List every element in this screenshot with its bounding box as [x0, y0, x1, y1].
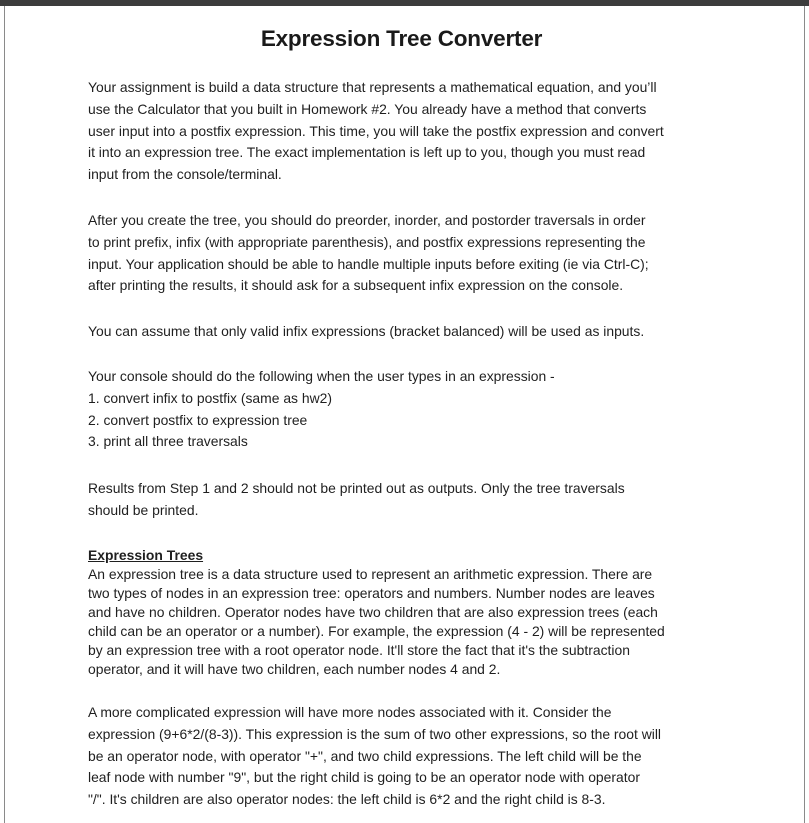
paragraph-traversals — [88, 210, 728, 297]
paragraph-line: Your console should do the following when the user types in an expression - — [88, 368, 555, 384]
paragraph-line: to print prefix, infix (with appropriate parenthesis), and postfix expressions representing the — [88, 233, 646, 250]
paragraph-line: "/". It's children are also operator nodes: the left child is 6*2 and the right child is 8-3. — [88, 791, 606, 808]
document-page — [4, 6, 805, 823]
paragraph-complex-example — [88, 702, 728, 811]
paragraph-line: it into an expression tree. The exact implementation is left up to you, though you must read — [88, 144, 646, 161]
section-expression-trees — [88, 546, 728, 679]
paragraph-line: After you create the tree, you should do preorder, inorder, and postorder traversals in order — [88, 212, 646, 228]
paragraph-line: Results from Step 1 and 2 should not be printed out as outputs. Only the tree traversals — [88, 480, 625, 496]
paragraph-line: You can assume that only valid infix expressions (bracket balanced) will be used as inputs. — [88, 323, 645, 339]
paragraph-assumption — [88, 321, 728, 343]
paragraph-line: Your assignment is build a data structure that represents a mathematical equation, and you’ll — [88, 79, 657, 95]
paragraph-line: be an operator node, with operator "+", and two child expressions. The left child will be the — [88, 747, 642, 764]
paragraph-line: A more complicated expression will have more nodes associated with it. Consider the — [88, 704, 612, 720]
paragraph-line: and have no children. Operator nodes have two children that are also expression trees (each — [88, 604, 658, 620]
paragraph-line: expression (9+6*2/(8-3)). This expression is the sum of two other expressions, so the root will — [88, 725, 661, 742]
paragraph-steps — [88, 366, 728, 453]
section-heading: Expression Trees — [88, 547, 204, 563]
paragraph-line: by an expression tree with a root operator node. It'll store the fact that it's the subtraction — [88, 642, 630, 658]
paragraph-line: input from the console/terminal. — [88, 166, 282, 183]
paragraph-line: user input into a postfix expression. This time, you will take the postfix expression and convert — [88, 122, 664, 139]
step-item: 1. convert infix to postfix (same as hw2) — [88, 389, 332, 406]
step-item: 3. print all three traversals — [88, 433, 248, 450]
step-item: 2. convert postfix to expression tree — [88, 411, 308, 428]
paragraph-line: two types of nodes in an expression tree: operators and numbers. Number nodes are leaves — [88, 585, 655, 601]
paragraph-line: child can be an operator or a number). For example, the expression (4 - 2) will be represented — [88, 623, 665, 639]
paragraph-line: leaf node with number "9", but the right child is going to be an operator node with operator — [88, 769, 640, 786]
paragraph-line: use the Calculator that you built in Homework #2. You already have a method that converts — [88, 100, 647, 117]
paragraph-line: input. Your application should be able to handle multiple inputs before exiting (ie via Ctrl-C); — [88, 255, 649, 272]
paragraph-intro — [88, 77, 728, 186]
paragraph-results — [88, 478, 728, 522]
page-title: Expression Tree Converter — [260, 26, 543, 51]
paragraph-line: operator, and it will have two children, each number nodes 4 and 2. — [88, 661, 501, 677]
paragraph-line: An expression tree is a data structure used to represent an arithmetic expression. There are — [88, 566, 653, 582]
paragraph-line: after printing the results, it should ask for a subsequent infix expression on the console. — [88, 277, 624, 294]
paragraph-line: should be printed. — [88, 501, 199, 518]
